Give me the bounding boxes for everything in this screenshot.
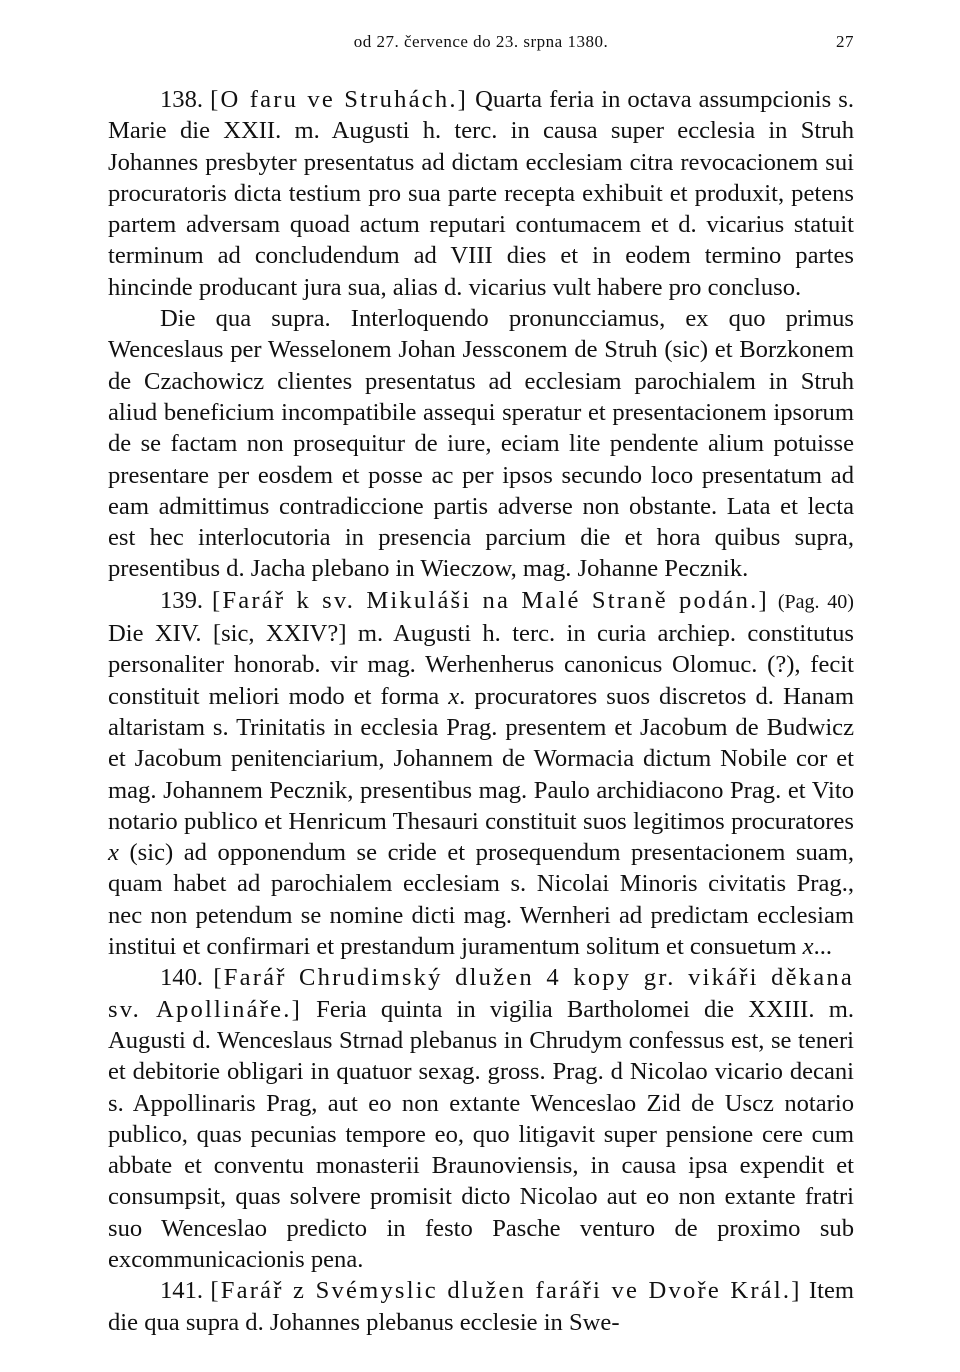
etc-mark: x (108, 839, 119, 867)
entry-heading: [O faru ve Struhách.] (210, 86, 469, 113)
running-title: od 27. července do 23. srpna 1380. (353, 32, 609, 51)
entry-140-paragraph (108, 962, 854, 1275)
entry-heading: [Farář z Svémyslic dlužen faráři ve Dvoře Král.] (210, 1277, 802, 1305)
entry-text: . procuratores suos discretos d. Hanam altaristam s. Trinitatis in ecclesia Prag. presentem et Jacobum de Budwicz et Jacobum penitenciarium, Johannem de Wormacia dictum Nobile cor et mag. Johannem Pecznik, presentibus mag. Paulo archidiacono Prag. et Vito notario publico et Henricum Thesauri constituit suos legitimos procuratores (108, 682, 854, 835)
entry-number: 138. (160, 86, 204, 113)
entry-138-paragraph (108, 84, 854, 303)
entry-number: 141. (160, 1277, 204, 1305)
entry-text: Feria quinta in vigilia Bartholomei die XXIII. m. Augusti d. Wenceslaus Strnad plebanus in Chrudym confessus est, se teneri et debitorie obligari in quatuor sexag. gross. Prag. d Nicolao vicario decani s. Appollinaris Prag, aut eo non extante Wenceslao Zid de Uscz notario publico, quas pecunias tempore eo, quo litigavit super pensione cere cum abbate et conventu monasterii Braunoviensis, in causa ipsa expendit et consumpsit, quas solvere promisit dicto Nicolao aut eo non extante fratri suo Wenceslao predicto in festo Pasche venturo de proximo sub excommunicacionis pena. (108, 995, 854, 1273)
entry-number: 140. (160, 964, 204, 992)
entry-text: ... (813, 933, 833, 961)
entry-text: Quarta feria in octava assumpcionis s. Marie die XXII. m. Augusti h. terc. in causa super ecclesia in Struh Johannes presbyter presentatus ad dictam ecclesiam citra revocacionem sui procuratoris dicta testium pro sua parte recepta exhibuit et produxit, petens partem adversam quoad actum reputari contumacem et d. vicarius statuit terminum ad concludendum ad VIII dies et in eodem termino partes hincinde producant jura sua, alias d. vicarius vult habere pro concluso. (108, 86, 854, 301)
entry-text: Die XIV. [sic, XXIV?] m. Augusti h. terc. in curia archiep. constitutus personaliter honorab. vir mag. Werhenherus canonicus Olomuc. (?), fecit constituit meliori modo et forma (108, 620, 854, 710)
entry-text: (sic) ad opponendum se cride et prosequendum presentacionem suam, quam habet ad parochialem ecclesiam s. Nicolai Minoris civitatis Prag., nec non petendum se nomine dicti mag. Wernheri ad predictam ecclesiam institui et confirmari et prestandum juramentum solitum et consuetum (108, 839, 854, 961)
entry-number: 139. (160, 586, 204, 614)
entry-heading: [Farář k sv. Mikuláši na Malé Straně podán.] (212, 586, 769, 614)
entry-138-interlocutory-paragraph (108, 303, 854, 585)
body-text (108, 84, 854, 1338)
etc-mark: x (802, 933, 814, 961)
page-header (108, 32, 854, 62)
entry-heading: [Farář Chrudimský dlužen 4 kopy gr. vikáři děkana sv. Apollináře.] (108, 964, 854, 1023)
page-number: 27 (836, 32, 854, 51)
page-reference: (Pag. 40) (777, 590, 854, 613)
etc-mark: x (448, 682, 460, 710)
entry-141-paragraph (108, 1275, 854, 1338)
entry-139-paragraph (108, 585, 854, 963)
entry-text: Die qua supra. Interloquendo pronuncciamus, ex quo primus Wenceslaus per Wesselonem Johan Jessconem de Struh (sic) et Borzkonem de Czachowicz clientes presentatus ad ecclesiam parochialem in Struh aliud beneficium incompatibile assequi speratur et presentacionem ipsorum de se factam non prosequitur de iure, eciam lite pendente alium potuisse presentare per eosdem et posse ac per ipsos secundo loco presentatum ad eam admittimus contradiccione partis adverse non obstante. Lata et lecta est hec interlocutoria in presencia parcium die et hora quibus supra, presentibus d. Jacha plebano in Wieczow, mag. Johanne Pecznik. (108, 305, 854, 583)
entry-text: Item die qua supra d. Johannes plebanus ecclesie in Swe- (108, 1277, 854, 1336)
